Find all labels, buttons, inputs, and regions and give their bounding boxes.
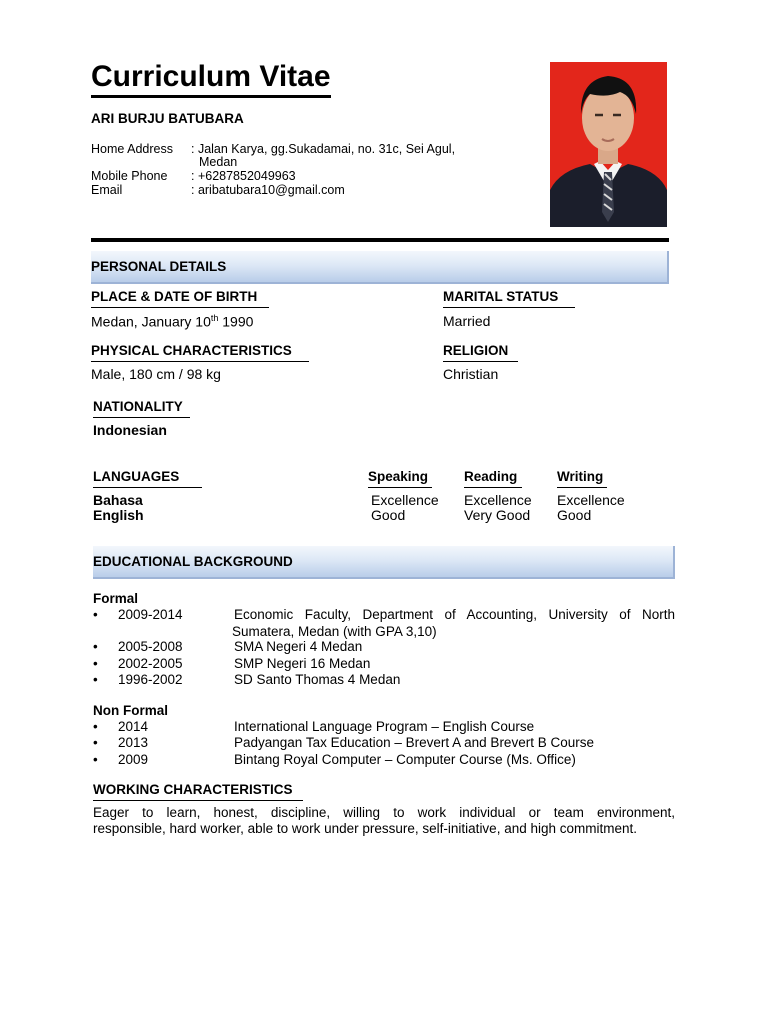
item-year: 2002-2005	[118, 656, 183, 671]
working-text-line-1: Eager to learn, honest, discipline, willing to work individual or team environment,	[93, 805, 675, 820]
item-year: 2014	[118, 719, 149, 734]
section-band-personal	[91, 251, 669, 284]
item-description: SD Santo Thomas 4 Medan	[234, 672, 401, 687]
item-description: Bintang Royal Computer – Computer Course (Ms. Office)	[234, 752, 576, 767]
item-year: 2013	[118, 735, 149, 750]
profile-photo	[550, 62, 667, 227]
item-description: SMP Negeri 16 Medan	[234, 656, 371, 671]
language-name: English	[93, 507, 144, 523]
language-speaking: Good	[371, 507, 406, 523]
languages-heading: LANGUAGES	[93, 469, 202, 488]
bullet-icon: •	[93, 672, 98, 687]
religion-value: Christian	[443, 366, 499, 382]
email-value: : aribatubara10@gmail.com	[191, 183, 345, 197]
item-description: Economic Faculty, Department of Accounting, University of North	[234, 607, 675, 622]
language-reading: Very Good	[464, 507, 531, 523]
physical-value: Male, 180 cm / 98 kg	[91, 366, 221, 382]
bullet-icon: •	[93, 735, 98, 750]
item-description: SMA Negeri 4 Medan	[234, 639, 363, 654]
bullet-icon: •	[93, 719, 98, 734]
birth-value	[91, 313, 253, 330]
phone-label: Mobile Phone	[91, 169, 168, 183]
list-item	[93, 656, 370, 673]
bullet-icon: •	[93, 752, 98, 767]
nationality-value: Indonesian	[93, 422, 167, 438]
languages-col-reading: Reading	[464, 469, 522, 488]
marital-value: Married	[443, 313, 491, 329]
item-year: 2009-2014	[118, 607, 183, 622]
list-item	[93, 735, 594, 752]
item-description-continued: Sumatera, Medan (with GPA 3,10)	[232, 624, 437, 639]
contact-address	[91, 142, 455, 156]
section-band-education	[93, 546, 675, 579]
header-divider	[91, 238, 669, 242]
email-label: Email	[91, 183, 123, 197]
birth-date-suffix: th	[210, 313, 219, 323]
section-title-education: EDUCATIONAL BACKGROUND	[93, 554, 293, 569]
item-year: 2009	[118, 752, 149, 767]
candidate-name: ARI BURJU BATUBARA	[91, 111, 244, 126]
bullet-icon: •	[93, 639, 98, 654]
address-line-1: : Jalan Karya, gg.Sukadamai, no. 31c, Sei Agul,	[191, 142, 456, 156]
language-writing: Excellence	[557, 492, 625, 508]
language-writing: Good	[557, 507, 592, 523]
birth-year: 1990	[218, 313, 254, 330]
bullet-icon: •	[93, 656, 98, 671]
phone-value: : +6287852049963	[191, 169, 296, 183]
address-line-2: Medan	[199, 155, 238, 169]
item-year: 1996-2002	[118, 672, 183, 687]
contact-email	[91, 183, 345, 197]
birth-date: Medan, January 10	[91, 313, 211, 330]
list-item	[93, 639, 362, 656]
list-item	[93, 752, 576, 769]
page-title: Curriculum Vitae	[91, 60, 331, 98]
formal-label: Formal	[93, 591, 139, 606]
language-name: Bahasa	[93, 492, 143, 508]
item-description: Padyangan Tax Education – Brevert A and Brevert B Course	[234, 735, 594, 750]
birth-heading: PLACE & DATE OF BIRTH	[91, 289, 269, 308]
contact-phone	[91, 169, 296, 183]
list-item	[93, 672, 400, 689]
language-reading: Excellence	[464, 492, 532, 508]
marital-heading: MARITAL STATUS	[443, 289, 575, 308]
language-speaking: Excellence	[371, 492, 439, 508]
religion-heading: RELIGION	[443, 343, 518, 362]
address-label: Home Address	[91, 142, 173, 156]
item-description: International Language Program – English Course	[234, 719, 535, 734]
nonformal-label: Non Formal	[93, 703, 169, 718]
list-item	[93, 607, 675, 624]
nationality-heading: NATIONALITY	[93, 399, 190, 418]
languages-col-writing: Writing	[557, 469, 607, 488]
working-text-line-2: responsible, hard worker, able to work under pressure, self-initiative, and high commitment.	[93, 821, 638, 836]
working-heading: WORKING CHARACTERISTICS	[93, 782, 303, 801]
list-item	[93, 719, 534, 736]
languages-col-speaking: Speaking	[368, 469, 432, 488]
section-title-personal: PERSONAL DETAILS	[91, 259, 227, 274]
bullet-icon: •	[93, 607, 98, 622]
item-year: 2005-2008	[118, 639, 183, 654]
physical-heading: PHYSICAL CHARACTERISTICS	[91, 343, 309, 362]
